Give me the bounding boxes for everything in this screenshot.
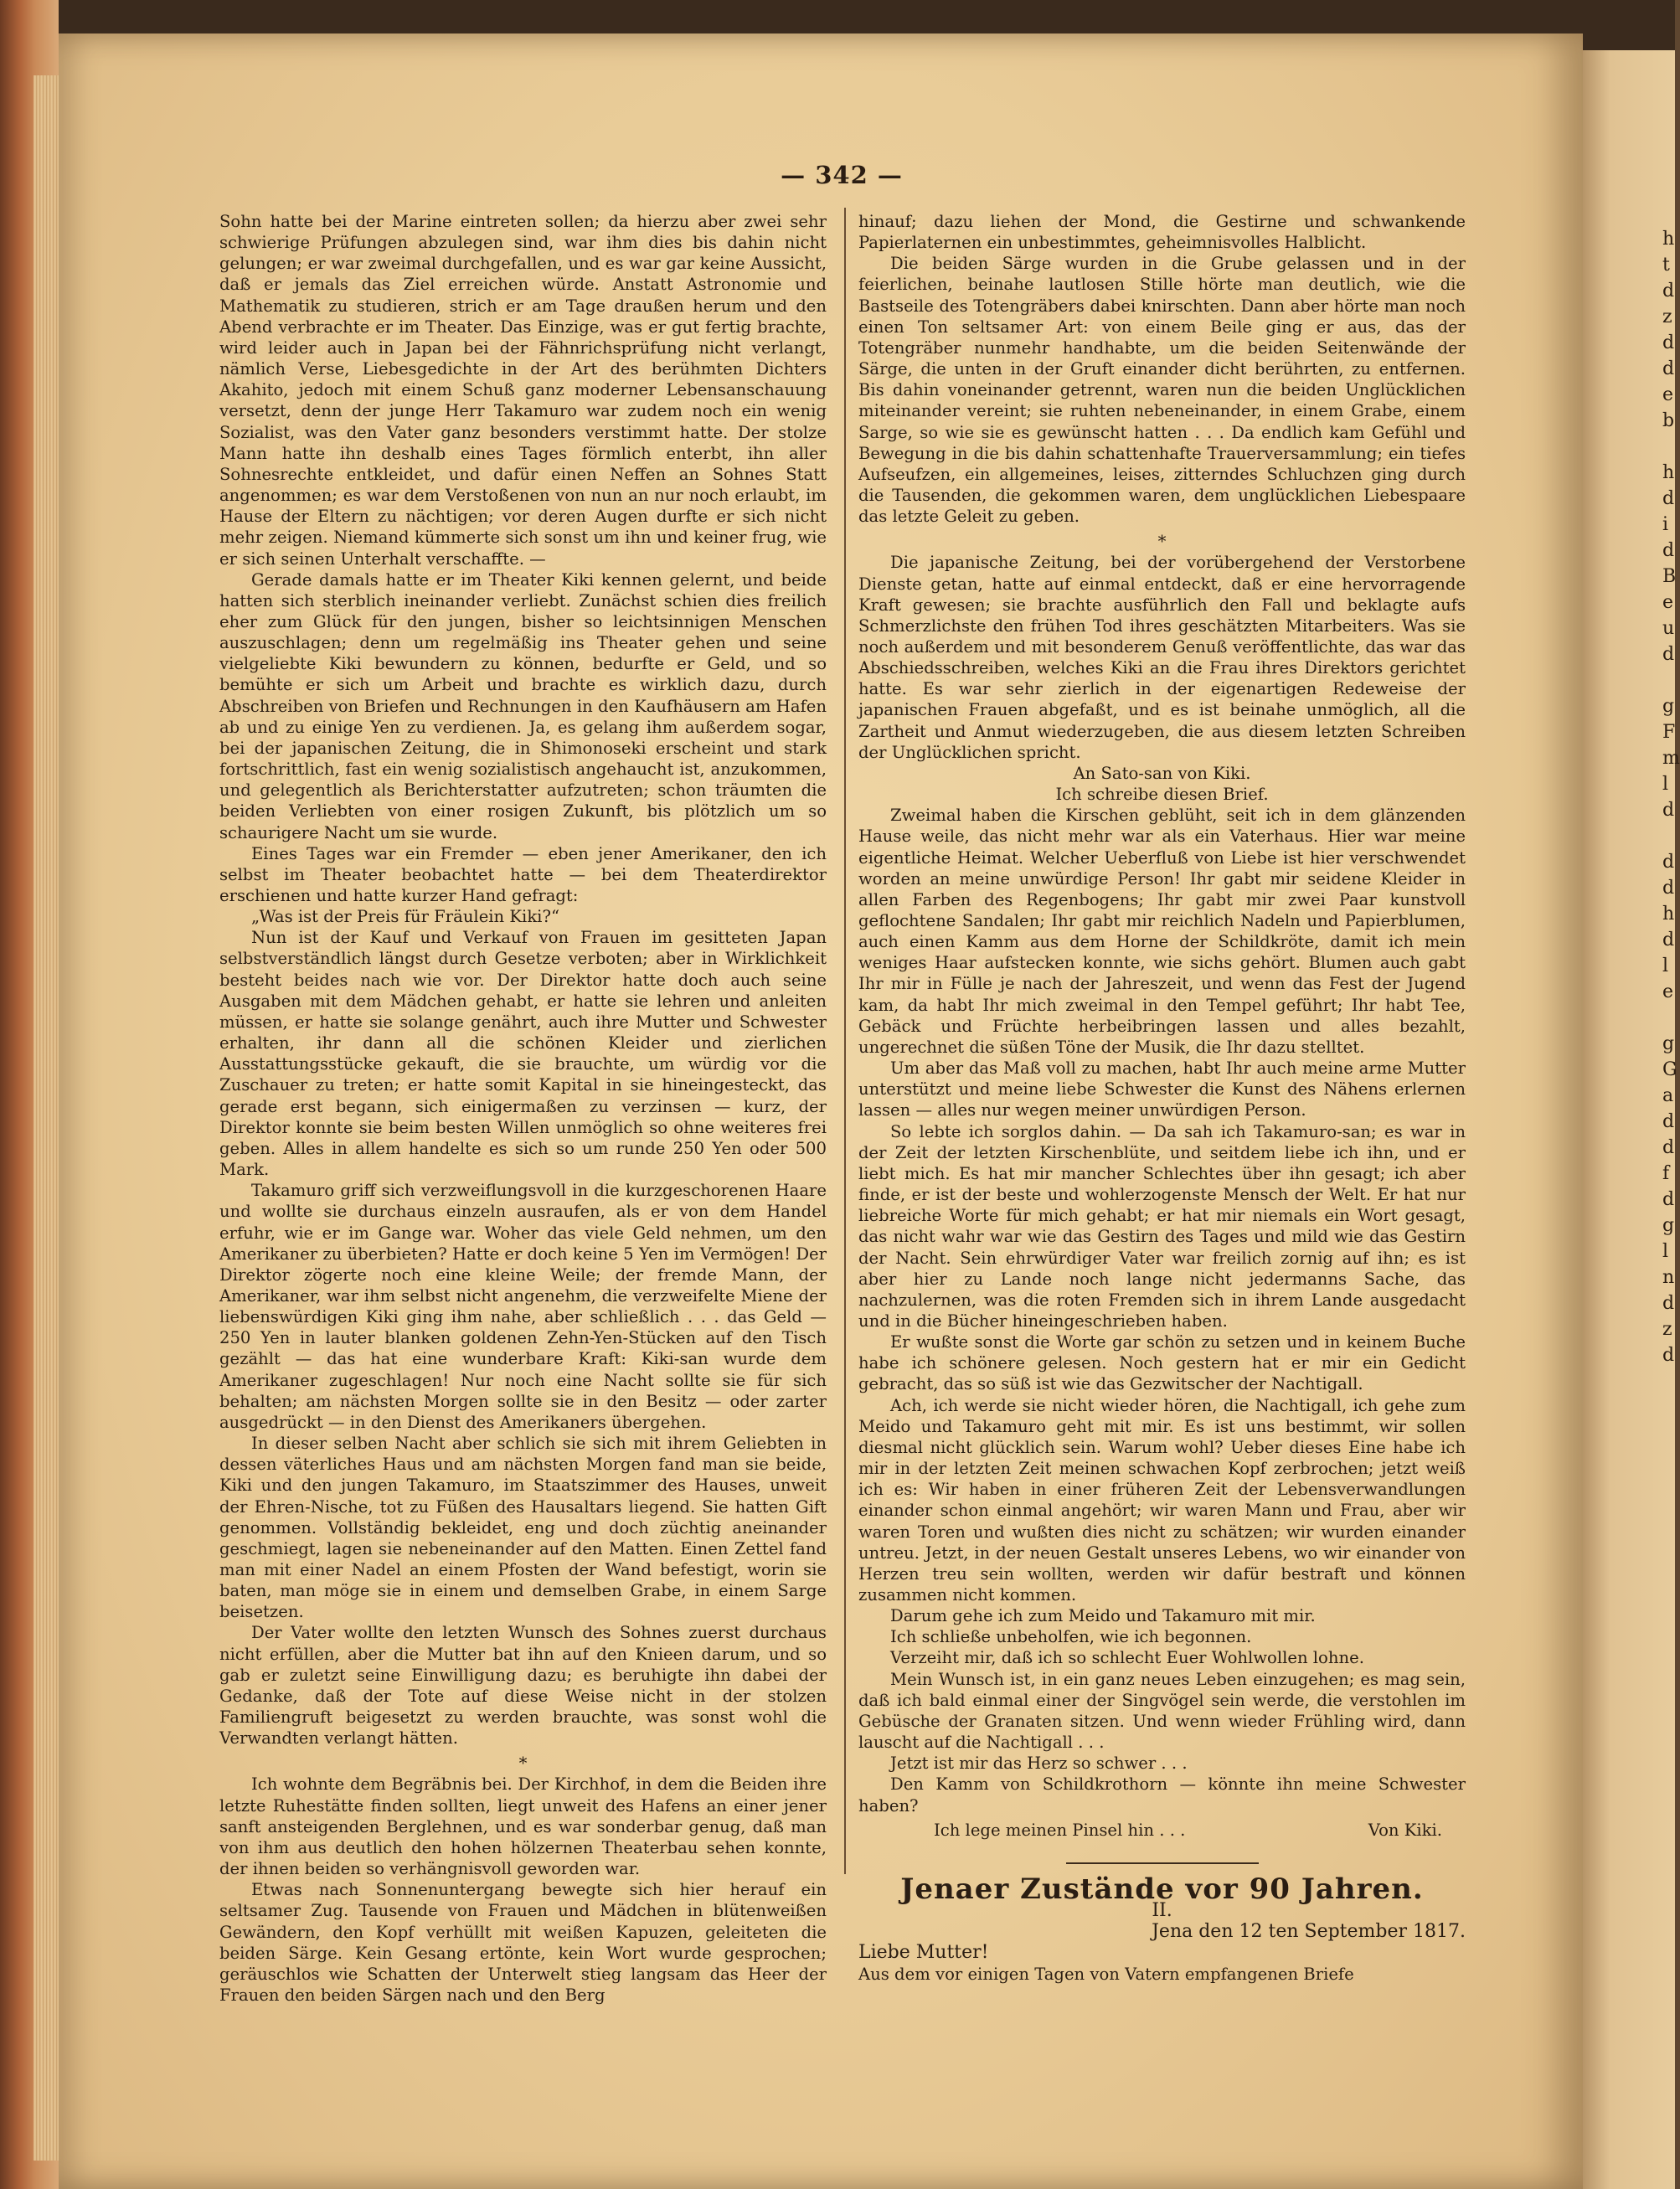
paragraph: Die beiden Särge wurden in die Grube gelassen und in der feierlichen, beinahe lautlosen Stille hörte man deutlich, wie die Bastseile des Totengräbers dabei knirschten. Dann aber hörte man noch einen Ton seltsamer Art: von einem Beile ging er aus, das der Totengräber nunmehr handhabte, um die beiden Seitenwände der Särge, die unten in der Gruft einander dicht berührten, zu entfernen. Bis dahin voneinander getrennt, waren nun die beiden Unglücklichen miteinander vereint; sie ruhten nebeneinander, in einem Grabe, einem Sarge, so wie sie es gewünscht hatten . . . Da endlich kam Gefühl und Bewegung in die bis dahin schattenhafte Trauerversammlung; ein tiefes Aufseufzen, ein allgemeines, leises, zitterndes Schluchzen ging durch die Tausenden, die gekommen waren, dem unglücklichen Liebespaare das letzte Geleit zu geben. bbox=[858, 254, 1466, 527]
left-column bbox=[219, 211, 827, 2006]
letter-paragraph: Um aber das Maß voll zu machen, habt Ihr auch meine arme Mutter unterstützt und meine liebe Schwester die Kunst des Nähens erlernen lassen — alles nur wegen meiner unwürdigen Person. bbox=[858, 1058, 1466, 1120]
letter-paragraph: Darum gehe ich zum Meido und Takamuro mit mir. bbox=[890, 1606, 1316, 1626]
paragraph: In dieser selben Nacht aber schlich sie sich mit ihrem Geliebten in dessen väterliches Haus und am nächsten Morgen fand man sie beide, Kiki und den jungen Takamuro, im Staatszimmer des Hauses, unweit der Ehren-Nische, tot zu Füßen des Hausaltars liegend. Sie hatten Gift genommen. Vollständig bekleidet, eng und doch züchtig aneinander geschmiegt, lagen sie nebeneinander auf den Matten. Einen Zettel fand man mit einer Nadel an einem Pfosten der Wand befestigt, worin sie baten, man möge sie in einem und demselben Grabe, in einem Sarge beisetzen. bbox=[219, 1434, 827, 1622]
letter-paragraph: So lebte ich sorglos dahin. — Da sah ich Takamuro-san; es war in der Zeit der letzten Kirschenblüte, und seitdem liebe ich ihn, und er liebt mich. Es hat mir mancher Schlechtes über ihn gesagt; ich aber finde, er ist der beste und wohlerzogenste Mensch der Welt. Er hat nur liebreiche Worte für mich gehabt; er hat mir niemals ein Wort gesagt, das nicht wahr war wie das Gestirn des Tages und mild wie das Gestirn der Nacht. Sein ehrwürdiger Vater war freilich zornig auf ihn; es ist aber hier zu Lande noch lange nicht jedermanns Sache, das nachzulernen, was die roten Fremden sich in ihrem Lande ausgedacht und in die Bücher hineingeschrieben haben. bbox=[858, 1121, 1466, 1331]
paragraph: hinauf; dazu liehen der Mond, die Gestirne und schwankende Papierlaternen ein unbestimmtes, geheimnisvolles Halblicht. bbox=[858, 212, 1466, 253]
paragraph: Eines Tages war ein Fremder — eben jener Amerikaner, den ich selbst im Theater beobachtet hatte — bei dem Theaterdirektor erschienen und hatte kurzer Hand gefragt: bbox=[219, 843, 827, 905]
section-separator: * bbox=[518, 1754, 528, 1774]
signature-name: Von Kiki. bbox=[1368, 1820, 1442, 1840]
paragraph: Etwas nach Sonnenuntergang bewegte sich hier herauf ein seltsamer Zug. Tausende von Frauen und Mädchen in blütenweißen Gewändern, den Kopf verhüllt mit weißen Kapuzen, geleiteten die beiden Särge. Kein Gesang ertönte, kein Wort wurde gesprochen; geräuschlos wie Schatten der Unterwelt stieg langsam das Heer der Frauen den beiden Särgen nach und den Berg bbox=[219, 1880, 827, 2005]
letter-paragraph: Ich schließe unbeholfen, wie ich begonnen. bbox=[890, 1627, 1252, 1647]
letter-date: Jena den 12 ten September 1817. bbox=[1152, 1921, 1466, 1943]
column-divider bbox=[844, 208, 846, 1874]
letter-paragraph: Mein Wunsch ist, in ein ganz neues Leben einzugehen; es mag sein, daß ich bald einmal einer der Singvögel sein werde, die verstohlen im Gebüsche der Granaten sitzen. Und wenn wieder Frühling wird, dann lauscht auf die Nachtigall . . . bbox=[858, 1669, 1466, 1753]
sign-off-text: Ich lege meinen Pinsel hin . . . bbox=[934, 1820, 1186, 1840]
paragraph: Die japanische Zeitung, bei der vorübergehend der Verstorbene Dienste getan, hatte auf einmal entdeckt, daß er eine hervorragende Kraft gewesen; sie brachte ausführlich den Fall und beklagte aufs Schmerzlichste den frühen Tod ihres geschätzten Mitarbeiters. Was sie noch außerdem und mit besonderem Genuß veröffentlichte, das war das Abschiedsschreiben, welches Kiki an die Frau ihres Direktors gerichtet hatte. Es war sehr zierlich in der eigenartigen Redeweise der japanischen Frauen abgefaßt, und es ist beinahe unmöglich, all die Zartheit und Anmut wiederzugeben, die aus diesem letzten Schreiben der Unglücklichen spricht. bbox=[858, 553, 1466, 762]
right-column bbox=[858, 211, 1466, 1985]
paragraph: Takamuro griff sich verzweiflungsvoll in die kurzgeschorenen Haare und wollte sie durchaus einzeln ausraufen, als er von dem Handel erfuhr, wie er im Gange war. Woher das viele Geld nehmen, um den Amerikaner zu überbieten? Hatte er doch keine 5 Yen im Vermögen! Der Direktor zögerte noch eine kleine Weile; der fremde Mann, der Amerikaner, war ihm selbst nicht angenehm, die verzweifelte Miene der liebenswürdigen Kiki ging ihm nahe, aber schließlich . . . das Geld — 250 Yen in lauter blanken goldenen Zehn-Yen-Stücken auf den Tisch gezählt — das hat eine wunderbare Kraft: Kiki-san wurde dem Amerikaner zugeschlagen! Nur noch eine Nacht sollte sie für sich behalten; am nächsten Morgen sollte sie in den Besitz — oder zarter ausgedrückt — in den Dienst des Amerikaners übergehen. bbox=[219, 1181, 827, 1432]
paragraph: Der Vater wollte den letzten Wunsch des Sohnes zuerst durchaus nicht erfüllen, aber die Mutter bat ihn auf den Knieen darum, und so gab er zuletzt seine Einwilligung dazu; es beruhigte ihn dabei der Gedanke, daß der Tote auf diese Weise nicht in der stolzen Familiengruft beigesetzt zu werden brauchte, was sonst wohl die Verwandten verlangt hätten. bbox=[219, 1623, 827, 1749]
page-edges bbox=[33, 75, 59, 2161]
letter-subheading: Ich schreibe diesen Brief. bbox=[1055, 785, 1269, 805]
letter-paragraph: Jetzt ist mir das Herz so schwer . . . bbox=[890, 1754, 1188, 1774]
paragraph: Ich wohnte dem Begräbnis bei. Der Kirchhof, in dem die Beiden ihre letzte Ruhestätte finden sollten, liegt unweit des Hafens an einer jener sanft ansteigenden Berglehnen, und es war sonderbar genug, daß man von ihm aus deutlich den hohen hölzernen Theaterbau sehen konnte, der ihnen beiden so verhängnisvoll geworden war. bbox=[219, 1774, 827, 1879]
letter-heading: An Sato-san von Kiki. bbox=[1073, 763, 1251, 783]
section-number: II. bbox=[1152, 1900, 1172, 1922]
letter-paragraph: Er wußte sonst die Worte gar schön zu setzen und in keinem Buche habe ich schönere gelesen. Noch gestern hat er mir ein Gedicht gebracht, das so süß ist wie das Gezwitscher der Nachtigall. bbox=[858, 1332, 1466, 1394]
facing-page-text: h t d z d d e b h d i d B e u d g F m l d d d h d l e g G a d d f d g l n d z d bbox=[1662, 229, 1680, 1366]
paragraph: Sohn hatte bei der Marine eintreten sollen; da hierzu aber zwei sehr schwierige Prüfungen abzulegen sind, war ihm dies bis dahin nicht gelungen; er war zweimal durchgefallen, und es war gar keine Aussicht, daß er jemals das Ziel erreichen würde. Anstatt Astronomie und Mathematik zu studieren, strich er am Tage draußen herum und den Abend verbrachte er im Theater. Das Einzige, was er gut fertig brachte, wird leider auch in Japan bei der Fähnrichsprüfung nicht verlangt, nämlich Verse, Liebesgedichte in der Art des berühmten Dichters Akahito, jedoch mit einem Schuß ganz moderner Lebensanschauung versetzt, denn der junge Herr Takamuro war zudem noch ein wenig Sozialist, was den Vater ganz besonders verstimmt hatte. Der stolze Mann hatte ihn deshalb eines Tages förmlich enterbt, ihn aller Sohnesrechte entkleidet, und dafür einen Neffen an Sohnes Statt angenommen; es war dem Verstoßenen von nun an nur noch erlaubt, im Hause der Eltern zu nächtigen; vor deren Augen durfte er sich nicht mehr zeigen. Niemand kümmerte sich sonst um ihn und keiner frug, wie er sich seinen Unterhalt verschaffte. — bbox=[219, 212, 827, 569]
section-separator: * bbox=[1157, 532, 1167, 552]
paragraph: Gerade damals hatte er im Theater Kiki kennen gelernt, und beide hatten sich sterblich ineinander verliebt. Zunächst schien dies freilich eher zum Glück für den jungen, bisher so leichtsinnigen Menschen auszuschlagen; denn um regelmäßig ins Theater gehen und seine vielgeliebte Kiki bewundern zu können, bedurfte er Geld, und so bemühte er sich um Arbeit und brachte es wirklich dazu, durch Abschreiben von Briefen und Rechnungen in den Kaufhäusern am Hafen ab und zu einige Yen zu verdienen. Ja, es gelang ihm außerdem sogar, bei der japanischen Zeitung, die in Shimonoseki erscheint und stark fortschrittlich, fast ein wenig sozialistisch angehaucht ist, anzukommen, und gelegentlich als Berichterstatter aufzutreten; schon träumten die beiden Verliebten von einer rosigen Zukunft, bis plötzlich um so schaurigere Nacht um sie wurde. bbox=[219, 569, 827, 842]
paragraph: „Was ist der Preis für Fräulein Kiki?“ bbox=[251, 907, 559, 927]
page-number: — 342 — bbox=[781, 161, 903, 189]
letter-greeting: Liebe Mutter! bbox=[858, 1942, 989, 1964]
section-rule bbox=[1066, 1862, 1259, 1864]
letter-paragraph: Ach, ich werde sie nicht wieder hören, die Nachtigall, ich gehe zum Meido und Takamuro geht mit mir. Es ist uns bestimmt, wir sollen diesmal nicht glücklich sein. Warum wohl? Ueber dieses Eine habe ich mir in der letzten Zeit meinen schwachen Kopf zerbrochen; jetzt weiß ich es: Wir haben in einer früheren Zeit der Lebensverwandlungen einander schon einmal angehört; wir waren Mann und Frau, aber wir waren Toren und wußten dies nicht zu schätzen; wir wurden einander untreu. Jetzt, in der neuen Gestalt unseres Lebens, wo wir einander von Herzen treu sein wollten, werden wir dafür bestraft und können zusammen nicht kommen. bbox=[858, 1395, 1466, 1604]
paragraph: Aus dem vor einigen Tagen von Vatern empfangenen Briefe bbox=[858, 1964, 1354, 1984]
letter-paragraph: Zweimal haben die Kirschen geblüht, seit ich in dem glänzenden Hause weile, das nicht mehr war als ein Vaterhaus. Hier war meine eigentliche Heimat. Welcher Ueberfluß von Liebe ist hier verschwendet worden an meine unwürdige Person! Ihr gabt mir seidene Kleider in allen Farben des Regenbogens; Ihr gabt mir zwei Paar kunstvoll geflochtene Sandalen; Ihr gabt mir reichlich Nadeln und Papierblumen, auch einen Kamm aus dem Horne der Schildkröte, damit ich mein weniges Haar aufstecken konnte, wie sichs gehört. Blumen auch gabt Ihr mir in Fülle je nach der Jahreszeit, und wenn das Fest der Jugend kam, da habt Ihr mich zweimal in den Tempel geführt; Ihr habt Tee, Gebäck und Früchte herbeibringen lassen und alles bezahlt, ungerechnet die süßen Töne der Musik, die Ihr dazu stelltet. bbox=[858, 806, 1466, 1057]
letter-signature bbox=[858, 1820, 1466, 1841]
facing-page-edge bbox=[1583, 50, 1680, 2189]
paragraph: Nun ist der Kauf und Verkauf von Frauen im gesitteten Japan selbstverständlich längst durch Gesetze verboten; aber in Wirklichkeit besteht beides nach wie vor. Der Direktor hatte doch auch seine Ausgaben mit dem Mädchen gehabt, er hatte sie lehren und anleiten müssen, er hatte sie solange genährt, auch ihre Mutter und Schwester erhalten, ihr dann all die schönen Kleider und zierlichen Ausstattungsstücke gekauft, die sie brauchte, um würdig vor die Zuschauer zu treten; er hatte somit Kapital in sie hineingesteckt, das gerade erst begann, sich einigermaßen zu verzinsen — kurz, der Direktor konnte sie beim besten Willen unmöglich so ohne weiteres frei geben. Alles in allem handelte es sich so um runde 250 Yen oder 500 Mark. bbox=[219, 928, 827, 1180]
letter-paragraph: Verzeiht mir, daß ich so schlecht Euer Wohlwollen lohne. bbox=[890, 1648, 1364, 1668]
section-title: Jenaer Zustände vor 90 Jahren. bbox=[900, 1872, 1424, 1906]
letter-paragraph: Den Kamm von Schildkrothorn — könnte ihn meine Schwester haben? bbox=[858, 1774, 1466, 1816]
